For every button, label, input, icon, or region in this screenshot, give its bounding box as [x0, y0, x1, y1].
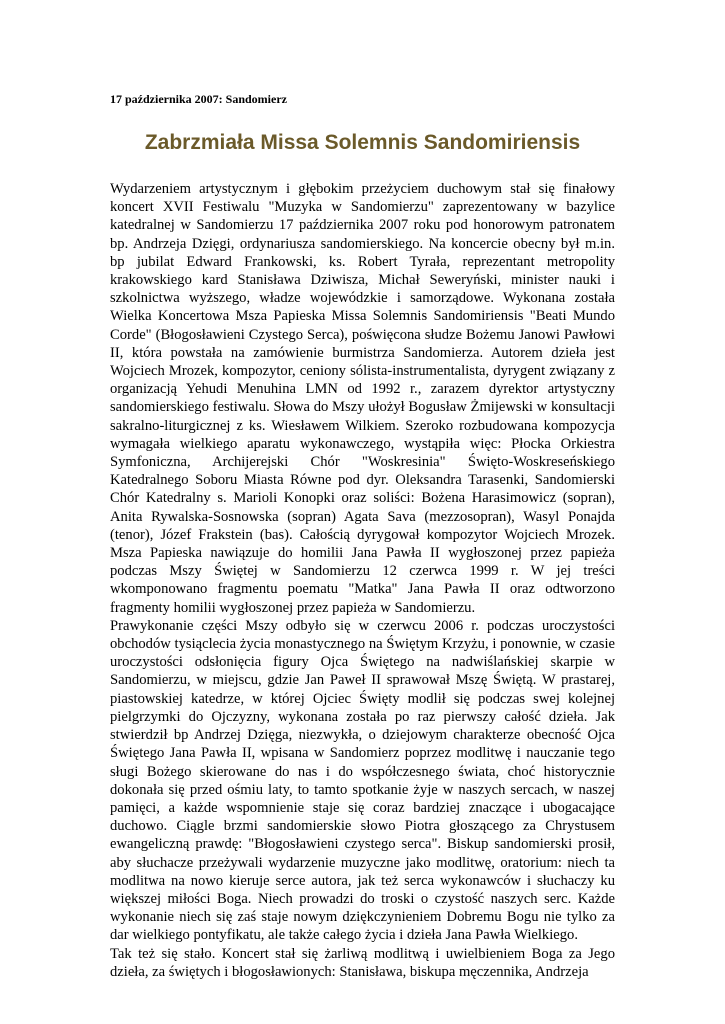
paragraph: Prawykonanie części Mszy odbyło się w czerwcu 2006 r. podczas uroczystości obchodów tysiąclecia życia monastycznego na Świętym Krzyżu, i ponownie, w czasie uroczystości odsłonięcia figury Ojca Świętego na nadwiślańskiej skarpie w Sandomierzu, w miejscu, gdzie Jan Paweł II sprawował Mszę Świętą. W prastarej, piastowskiej katedrze, w której Ojciec Święty modlił się podczas swej kolejnej pielgrzymki do Ojczyzny, wykonana została po raz pierwszy całość dzieła. Jak stwierdził bp Andrzej Dzięga, niezwykła, o dziejowym charakterze obecność Ojca Świętego Jana Pawła II, wpisana w Sandomierz poprzez modlitwę i nauczanie tego sługi Bożego skierowane do nas i do współczesnego świata, choć historycznie dokonała się przed ośmiu laty, to tamto spotkanie żyje w naszych sercach, w naszej pamięci, a każde wspomnienie staje się coraz bardziej znaczące i ubogacające duchowo. Ciągle brzmi sandomierskie słowo Piotra głoszącego za Chrystusem ewangeliczną prawdę: "Błogosławieni czystego serca". Biskup sandomierski prosił, aby słuchacze przeżywali wydarzenie muzyczne jako modlitwę, oratorium: niech ta modlitwa na nowo kieruje serce autora, jak też serca wykonawców i słuchaczy ku większej miłości Boga. Niech prowadzi do troski o czystość naszych serc. Każde wykonanie niech się zaś staje nowym dziękczynieniem Dobremu Bogu nie tylko za dar wielkiego pontyfikatu, ale także całego życia i dzieła Jana Pawła Wielkiego.	[110, 617, 615, 944]
paragraph: Tak też się stało. Koncert stał się żarliwą modlitwą i uwielbieniem Boga za Jego dzieła, za świętych i błogosławionych: Stanisława, biskupa męczennika, Andrzeja	[110, 945, 615, 980]
page-title: Zabrzmiała Missa Solemnis Sandomiriensis	[144, 131, 581, 154]
article-body	[110, 180, 615, 981]
paragraph: Wydarzeniem artystycznym i głębokim przeżyciem duchowym stał się finałowy koncert XVII Festiwalu "Muzyka w Sandomierzu" zaprezentowany w bazylice katedralnej w Sandomierzu 17 października 2007 roku pod honorowym patronatem bp. Andrzeja Dzięgi, ordynariusza sandomierskiego. Na koncercie obecny był m.in. bp jubilat Edward Frankowski, ks. Robert Tyrała, reprezentant metropolity krakowskiego kard Stanisława Dziwisza, Michał Seweryński, minister nauki i szkolnictwa wyższego, władze wojewódzkie i samorządowe. Wykonana została Wielka Koncertowa Msza Papieska Missa Solemnis Sandomiriensis "Beati Mundo Corde" (Błogosławieni Czystego Serca), poświęcona słudze Bożemu Janowi Pawłowi II, która powstała na zamówienie burmistrza Sandomierza. Autorem dzieła jest Wojciech Mrozek, kompozytor, ceniony sólista-instrumentalista, dyrygent związany z organizacją Yehudi Menuhina LMN od 1992 r., zarazem dyrektor artystyczny sandomierskiego festiwalu. Słowa do Mszy ułożył Bogusław Żmijewski w konsultacji sakralno-liturgicznej z ks. Wiesławem Wilkiem. Szeroko rozbudowana kompozycja wymagała wielkiego aparatu wykonawczego, wystąpiła więc: Płocka Orkiestra Symfoniczna, Archijerejski Chór "Woskresinia" Święto-Woskreseńskiego Katedralnego Soboru Miasta Równe pod dyr. Oleksandra Tarasenki, Sandomierski Chór Katedralny s. Marioli Konopki oraz soliści: Bożena Harasimowicz (sopran), Anita Rywalska-Sosnowska (sopran) Agata Sava (mezzosopran), Wasyl Ponajda (tenor), Józef Frakstein (bas). Całością dyrygował kompozytor Wojciech Mrozek. Msza Papieska nawiązuje do homilii Jana Pawła II wygłoszonej przez papieża podczas Mszy Świętej w Sandomierzu 12 czerwca 1999 r. W jej treści wkomponowano fragmentu poematu "Matka" Jana Pawła II oraz odtworzono fragmenty homilii wygłoszonej przez papieża w Sandomierzu.	[110, 181, 615, 616]
date-line: 17 października 2007: Sandomierz	[110, 92, 287, 106]
